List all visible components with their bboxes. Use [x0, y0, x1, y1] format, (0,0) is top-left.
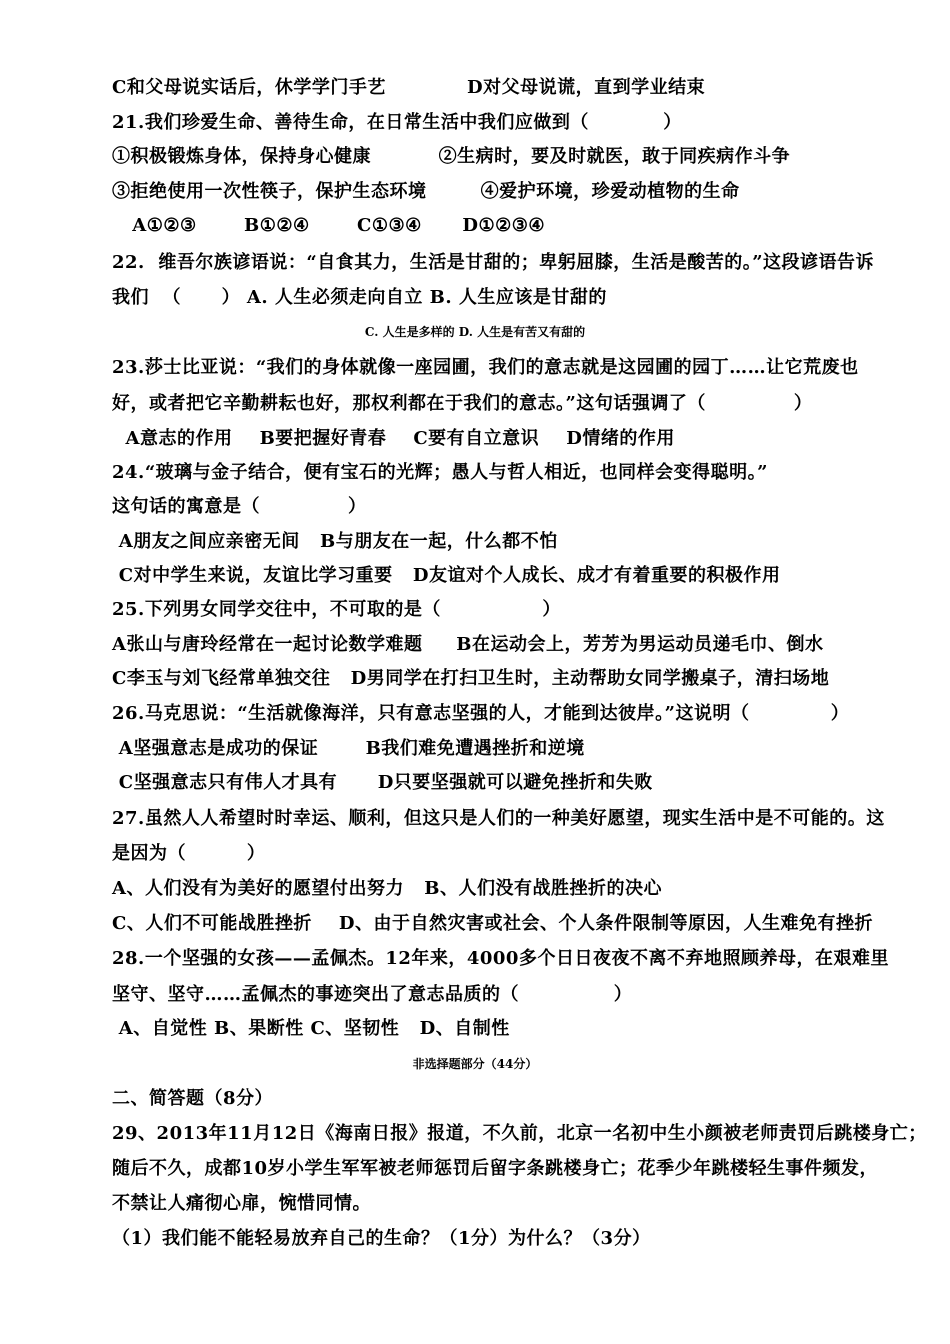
q24-options-cd: C对中学生来说，友谊比学习重要 D友谊对个人成长、成才有着重要的积极作用: [112, 565, 781, 586]
q24-stem-line-1: 24.“玻璃与金子结合，便有宝石的光辉；愚人与哲人相近，也同样会变得聪明。”: [112, 462, 769, 483]
q28-stem-line-1: 28.一个坚强的女孩——孟佩杰。12年来，4000多个日日夜夜不离不弃地照顾养母，在艰难里: [112, 948, 889, 969]
q23-stem-line-1: 23.莎士比亚说：“我们的身体就像一座园圃，我们的意志就是这园圃的园丁……让它荒废也: [112, 357, 859, 378]
q22-options-ab: 我们 （ ） A. 人生必须走向自立 B. 人生应该是甘甜的: [112, 287, 607, 308]
q22-stem: 22. 维吾尔族谚语说：“自食其力，生活是甘甜的；卑躬屈膝，生活是酸苦的。”这段谚语告诉: [112, 252, 875, 273]
q21-stem: 21.我们珍爱生命、善待生命，在日常生活中我们应做到（ ）: [112, 112, 682, 133]
q22-options-cd: C. 人生是多样的 D. 人生是有苦又有甜的: [364, 325, 586, 339]
q29-sub-question-1: （1）我们能不能轻易放弃自己的生命？（1分）为什么？（3分）: [112, 1228, 651, 1249]
q21-statements-1-2: ①积极锻炼身体，保持身心健康 ②生病时，要及时就医，敢于同疾病作斗争: [112, 146, 791, 167]
q23-options: A意志的作用 B要把握好青春 C要有自立意识 D情绪的作用: [112, 428, 675, 449]
q23-stem-line-2: 好，或者把它辛勤耕耘也好，那权利都在于我们的意志。”这句话强调了（ ）: [112, 393, 813, 414]
q21-options: A①②③ B①②④ C①③④ D①②③④: [112, 215, 546, 236]
q28-stem-line-2: 坚守、坚守……孟佩杰的事迹突出了意志品质的（ ）: [112, 984, 633, 1005]
q28-options: A、自觉性 B、果断性 C、坚韧性 D、自制性: [112, 1018, 510, 1039]
part-two-heading: 二、简答题（8分）: [112, 1088, 274, 1109]
q27-options-ab: A、人们没有为美好的愿望付出努力 B、人们没有战胜挫折的决心: [112, 878, 662, 899]
q24-options-ab: A朋友之间应亲密无间 B与朋友在一起，什么都不怕: [112, 531, 558, 552]
q27-stem-line-2: 是因为（ ）: [112, 843, 266, 864]
q27-stem-line-1: 27.虽然人人希望时时幸运、顺利，但这只是人们的一种美好愿望，现实生活中是不可能的。这: [112, 808, 885, 829]
q29-text-line-2: 随后不久，成都10岁小学生军军被老师惩罚后留字条跳楼身亡；花季少年跳楼轻生事件频发，: [112, 1158, 879, 1179]
q20-options-cd: C和父母说实话后，休学学门手艺 D对父母说谎，直到学业结束: [112, 77, 706, 98]
q25-options-cd: C李玉与刘飞经常单独交往 D男同学在打扫卫生时，主动帮助女同学搬桌子，清扫场地: [112, 668, 830, 689]
q24-stem-line-2: 这句话的寓意是（ ）: [112, 496, 367, 517]
q27-options-cd: C、人们不可能战胜挫折 D、由于自然灾害或社会、个人条件限制等原因，人生难免有挫折: [112, 913, 873, 934]
q26-options-ab: A坚强意志是成功的保证 B我们难免遭遇挫折和逆境: [112, 738, 585, 759]
q29-text-line-3: 不禁让人痛彻心扉，惋惜同情。: [112, 1193, 371, 1214]
q29-text-line-1: 29、2013年11月12日《海南日报》报道，不久前，北京一名初中生小颜被老师责罚后跳楼身亡；: [112, 1123, 927, 1144]
q26-options-cd: C坚强意志只有伟人才具有 D只要坚强就可以避免挫折和失败: [112, 772, 653, 793]
q25-options-ab: A张山与唐玲经常在一起讨论数学难题 B在运动会上，芳芳为男运动员递毛巾、倒水: [112, 634, 824, 655]
q25-stem: 25.下列男女同学交往中，不可取的是（ ）: [112, 599, 561, 620]
q21-statements-3-4: ③拒绝使用一次性筷子，保护生态环境 ④爱护环境，珍爱动植物的生命: [112, 181, 740, 202]
section-heading: 非选择题部分（44分）: [412, 1057, 538, 1071]
q26-stem: 26.马克思说：“生活就像海洋，只有意志坚强的人，才能到达彼岸。”这说明（ ）: [112, 703, 850, 724]
